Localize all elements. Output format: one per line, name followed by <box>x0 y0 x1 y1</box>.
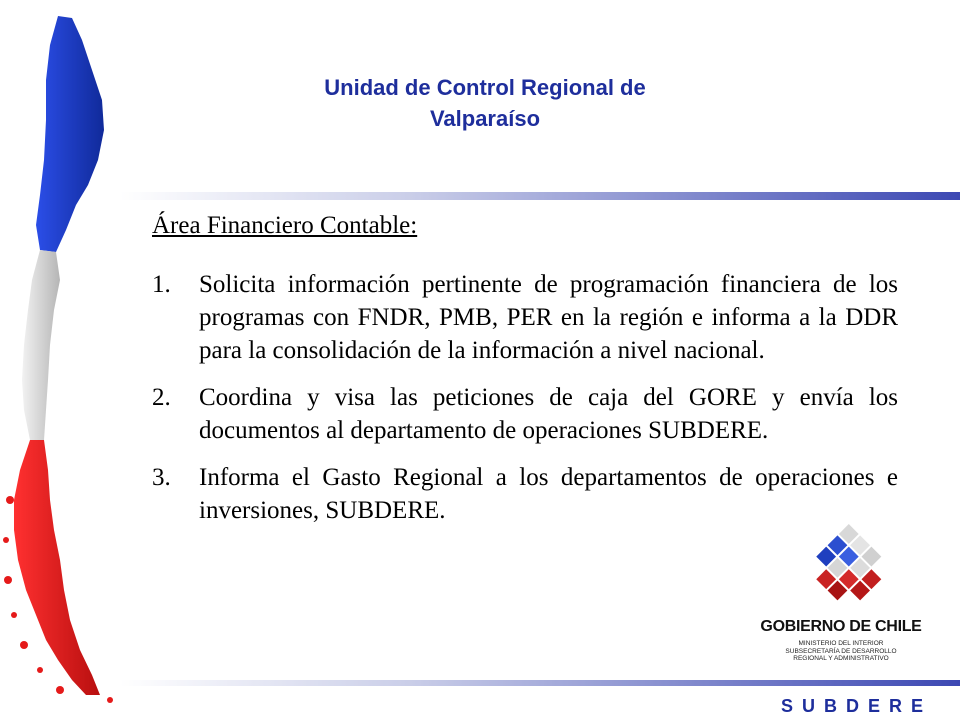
list-item <box>152 381 898 447</box>
list-item-text: Coordina y visa las peticiones de caja del GORE y envía los documentos al departamento de operaciones SUBDERE. <box>199 384 898 444</box>
section-heading: Área Financiero Contable: <box>152 212 418 239</box>
list-item-text: Informa el Gasto Regional a los departamentos de operaciones e inversiones, SUBDERE. <box>199 464 898 524</box>
title-line-2: Valparaíso <box>429 106 541 131</box>
logo-title: GOBIERNO DE CHILE <box>760 618 922 635</box>
map-north-blue <box>36 16 104 252</box>
footer-subdere: SUBDERE <box>780 696 932 716</box>
title-line-1: Unidad de Control Regional de <box>324 75 646 100</box>
list-item-number: 3. <box>152 464 171 491</box>
page-title <box>200 72 770 134</box>
list-item-number: 2. <box>152 384 171 411</box>
list-item-text: Solicita información pertinente de programación financiera de los programas con FNDR, PMB, PER en la región e informa a la DDR para la consolidación de la información a nivel nacional. <box>199 271 898 364</box>
map-south-red <box>3 440 113 703</box>
list-item <box>152 461 898 527</box>
logo-emblem-icon <box>756 520 926 616</box>
chile-map-decoration <box>0 0 140 720</box>
logo-subtitle-line: MINISTERIO DEL INTERIOR <box>798 640 884 647</box>
list-item-number: 1. <box>152 271 171 298</box>
bottom-divider <box>120 680 960 686</box>
top-divider <box>120 192 960 200</box>
map-center-white <box>22 250 60 440</box>
logo-subtitle-line: REGIONAL Y ADMINISTRATIVO <box>793 655 889 662</box>
gobierno-de-chile-logo <box>756 520 926 680</box>
list-item <box>152 268 898 367</box>
task-list <box>152 268 898 541</box>
logo-subtitle <box>756 640 926 663</box>
logo-subtitle-line: SUBSECRETARÍA DE DESARROLLO <box>785 647 897 655</box>
